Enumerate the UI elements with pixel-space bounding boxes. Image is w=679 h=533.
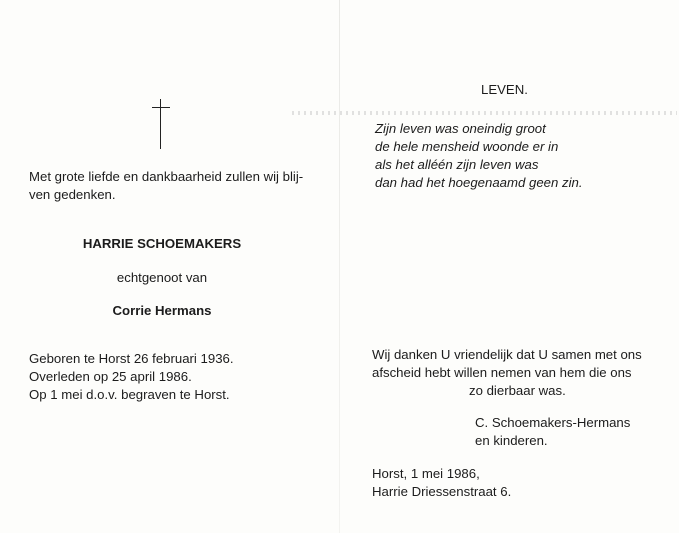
fold-line xyxy=(339,0,340,533)
signature-line-1: C. Schoemakers-Hermans xyxy=(475,415,631,430)
buried-line: Op 1 mei d.o.v. begraven te Horst. xyxy=(29,387,230,402)
thanks-line-2: afscheid hebt willen nemen van hem die ons xyxy=(372,365,632,380)
place-date: Horst, 1 mei 1986, xyxy=(372,466,480,481)
intro-line-2: ven gedenken. xyxy=(29,187,116,202)
spouse-name: Corrie Hermans xyxy=(112,303,212,318)
poem-title: LEVEN. xyxy=(481,82,528,97)
poem-line-1: Zijn leven was oneindig groot xyxy=(375,121,546,136)
poem-line-4: dan had het hoegenaamd geen zin. xyxy=(375,175,583,190)
address: Harrie Driessenstraat 6. xyxy=(372,484,512,499)
signature-line-2: en kinderen. xyxy=(475,433,548,448)
poem-line-2: de hele mensheid woonde er in xyxy=(375,139,559,154)
died-line: Overleden op 25 april 1986. xyxy=(29,369,192,384)
cross-icon xyxy=(151,99,171,149)
intro-line-1: Met grote liefde en dankbaarheid zullen wij blij- xyxy=(29,169,304,184)
thanks-line-1: Wij danken U vriendelijk dat U samen met ons xyxy=(372,347,642,362)
relation-label: echtgenoot van xyxy=(116,270,208,285)
scan-artifact xyxy=(292,111,677,115)
born-line: Geboren te Horst 26 februari 1936. xyxy=(29,351,234,366)
thanks-line-3: zo dierbaar was. xyxy=(469,383,566,398)
deceased-name: HARRIE SCHOEMAKERS xyxy=(82,236,242,251)
poem-line-3: als het alléén zijn leven was xyxy=(375,157,539,172)
